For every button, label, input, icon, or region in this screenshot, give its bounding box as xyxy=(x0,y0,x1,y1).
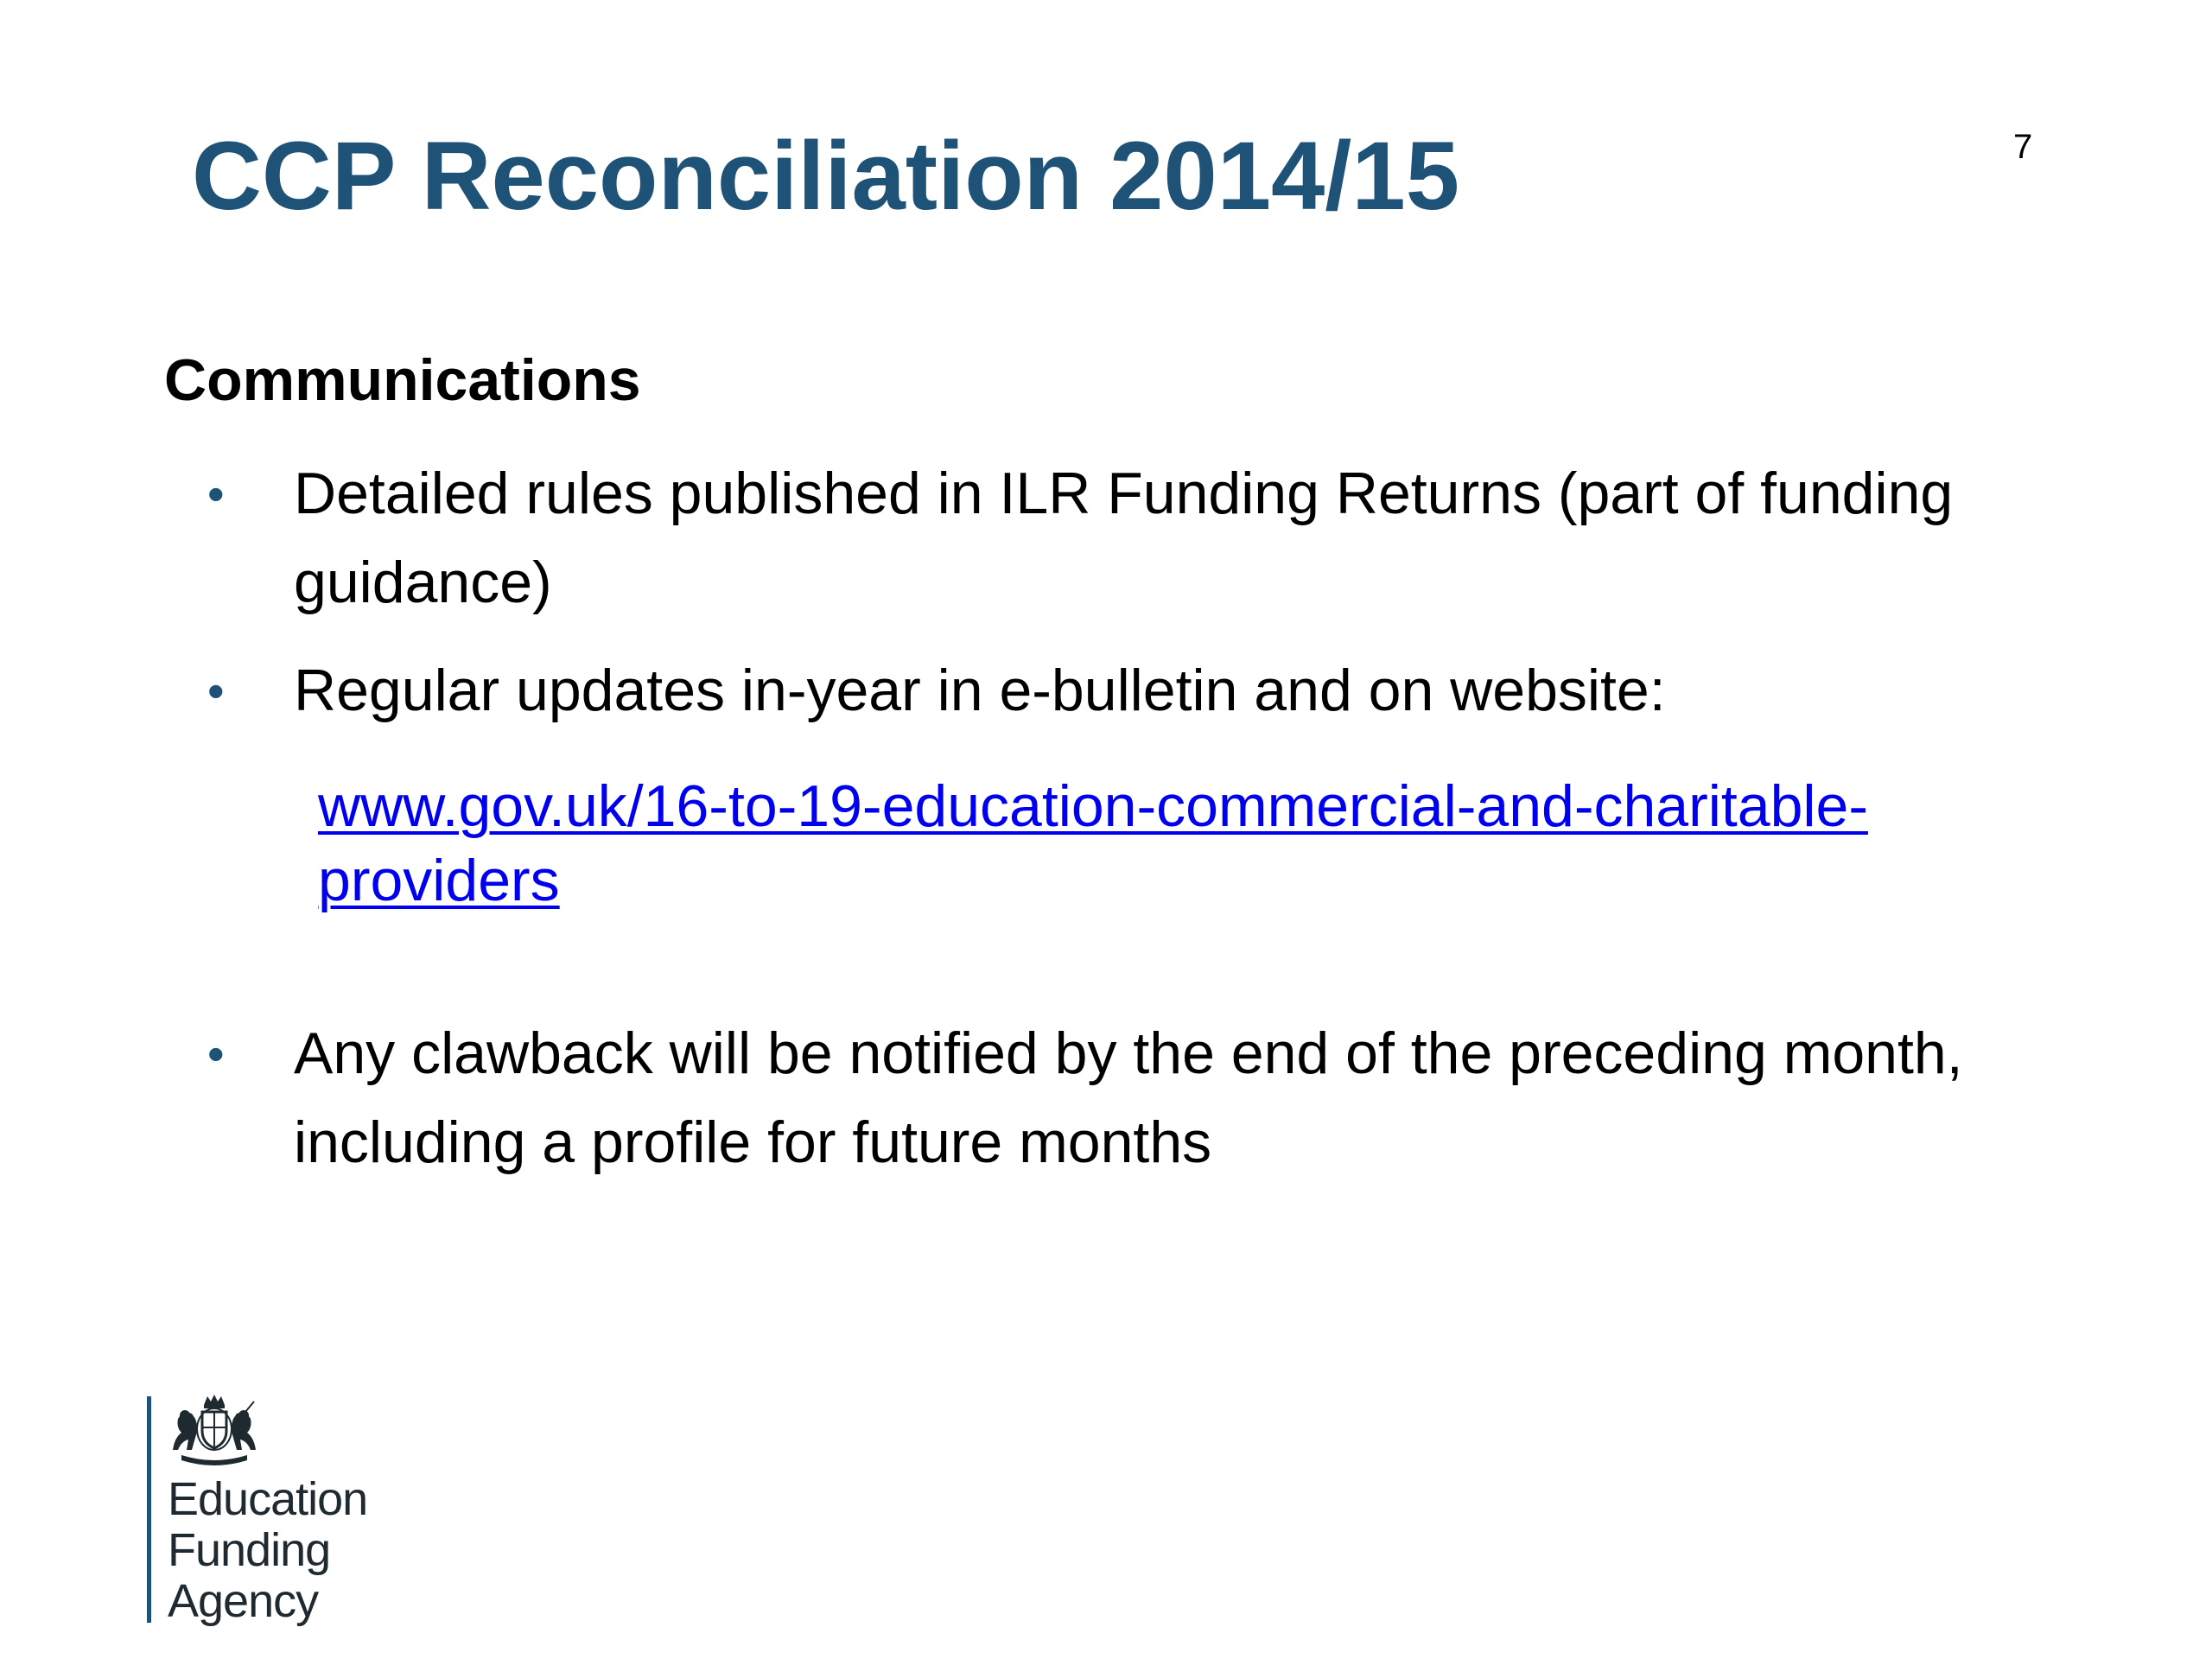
logo-rule xyxy=(147,1396,151,1623)
logo-line: Funding xyxy=(168,1524,331,1576)
website-link[interactable]: www.gov.uk/16-to-19-education-commercial-and-charitable-providers xyxy=(318,773,1868,913)
royal-coat-of-arms-icon xyxy=(169,1393,259,1467)
bullet-dot-icon: • xyxy=(207,664,225,718)
bullet-dot-icon: • xyxy=(207,467,225,521)
bullet-text: Detailed rules published in ILR Funding Returns (part of funding guidance) xyxy=(294,461,1954,615)
website-link-block xyxy=(318,769,2029,918)
logo-line: Agency xyxy=(168,1575,319,1627)
efa-logo xyxy=(147,1393,458,1626)
logo-wordmark xyxy=(168,1474,367,1627)
bullet-dot-icon: • xyxy=(207,1027,225,1081)
slide-title: CCP Reconciliation 2014/15 xyxy=(192,122,1459,230)
section-heading: Communications xyxy=(164,347,641,413)
logo-line: Education xyxy=(168,1473,368,1525)
bullet-text: Regular updates in-year in e-bulletin and on website: xyxy=(294,658,1666,723)
page-number: 7 xyxy=(2013,128,2033,166)
bullet-text: Any clawback will be notified by the end of the preceding month, including a profile for future months xyxy=(294,1020,1963,1175)
